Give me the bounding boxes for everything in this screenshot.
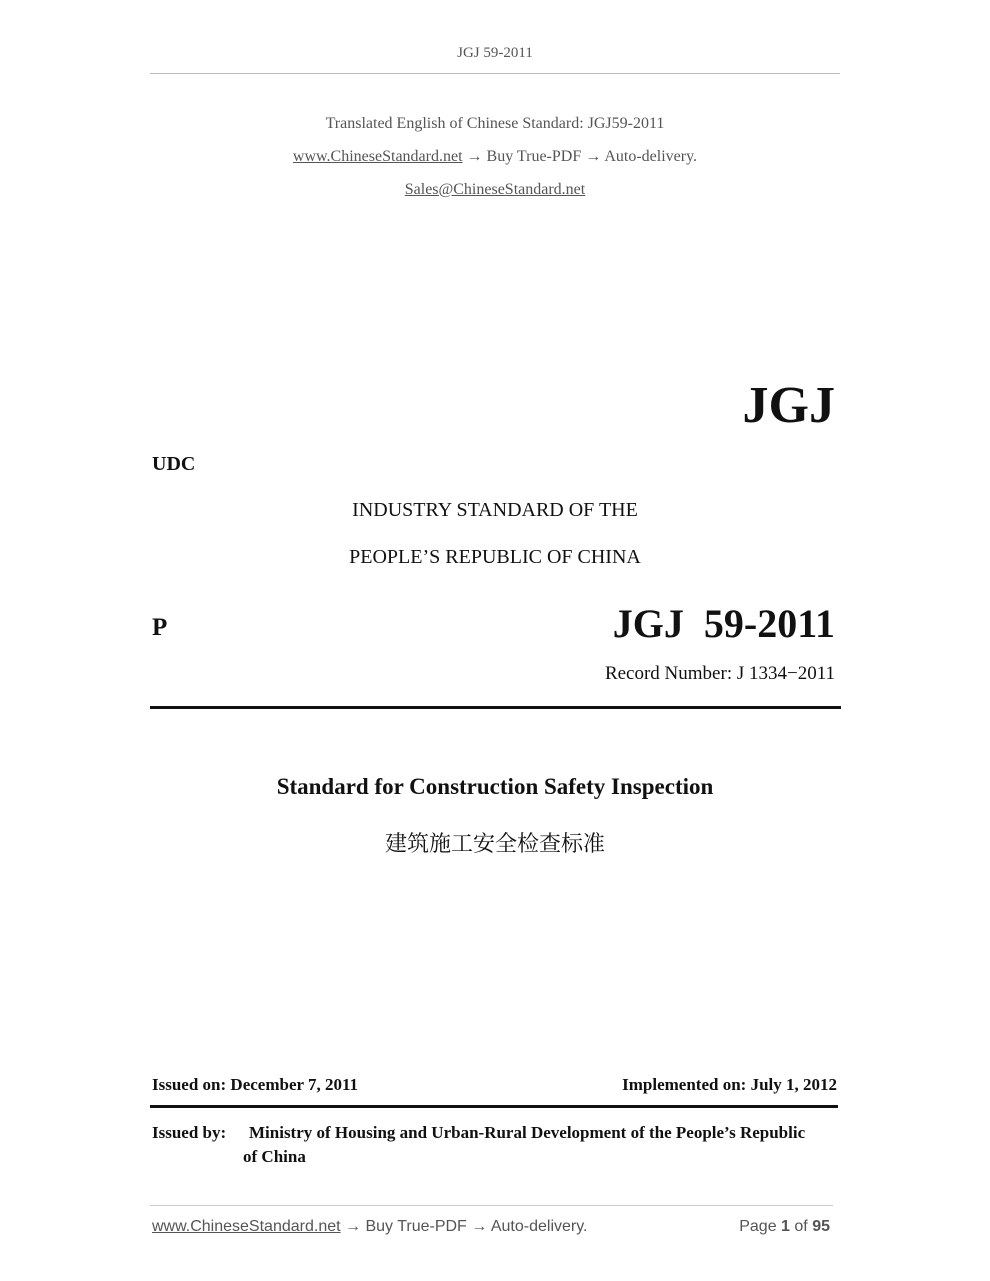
footer-promo <box>152 1219 587 1235</box>
site-link[interactable]: www.ChineseStandard.net <box>292 148 463 165</box>
footer-buy-text: Buy True-PDF <box>365 1218 467 1235</box>
issued-by-label: Issued by: <box>152 1123 227 1142</box>
arrow-icon: → <box>585 148 602 165</box>
industry-line-2: PEOPLE’S REPUBLIC OF CHINA <box>349 546 641 568</box>
page-current: 1 <box>781 1218 790 1235</box>
dates-divider <box>150 1105 838 1108</box>
running-header: JGJ 59-2011 <box>457 45 533 61</box>
footer-site-link[interactable]: www.ChineseStandard.net <box>152 1218 341 1235</box>
delivery-text: Auto-delivery. <box>604 148 698 165</box>
of-label: of <box>794 1218 808 1235</box>
title-en: Standard for Construction Safety Inspection <box>276 774 714 799</box>
issued-by-line-2: of China <box>243 1147 306 1166</box>
email-link[interactable]: Sales@ChineseStandard.net <box>404 181 586 198</box>
series-mark: JGJ <box>742 377 835 434</box>
page-total: 95 <box>812 1218 830 1235</box>
arrow-icon: → <box>345 1218 362 1235</box>
implemented-on: Implemented on: July 1, 2012 <box>622 1075 837 1094</box>
record-number: Record Number: J 1334−2011 <box>604 663 835 684</box>
page-label: Page <box>739 1218 777 1235</box>
promo-line <box>0 149 990 165</box>
industry-line-1: INDUSTRY STANDARD OF THE <box>352 499 638 521</box>
class-code: P <box>152 614 168 641</box>
page-indicator <box>739 1219 830 1235</box>
title-zh: 建筑施工安全检查标准 <box>384 832 605 857</box>
email-line <box>0 182 990 198</box>
issued-on: Issued on: December 7, 2011 <box>152 1075 359 1094</box>
udc-label: UDC <box>152 453 196 475</box>
buy-text: Buy True-PDF <box>486 148 582 165</box>
header-divider <box>150 73 840 74</box>
standard-number: JGJ 59-2011 <box>612 601 835 646</box>
arrow-icon: → <box>466 148 483 165</box>
issued-by-line-1: Ministry of Housing and Urban-Rural Development of the People’s Republic <box>249 1123 806 1142</box>
arrow-icon: → <box>471 1218 488 1235</box>
footer-divider <box>150 1205 833 1206</box>
translation-note: Translated English of Chinese Standard: JGJ59-2011 <box>325 115 665 132</box>
footer-delivery-text: Auto-delivery. <box>490 1218 588 1235</box>
cover-divider <box>150 706 841 709</box>
